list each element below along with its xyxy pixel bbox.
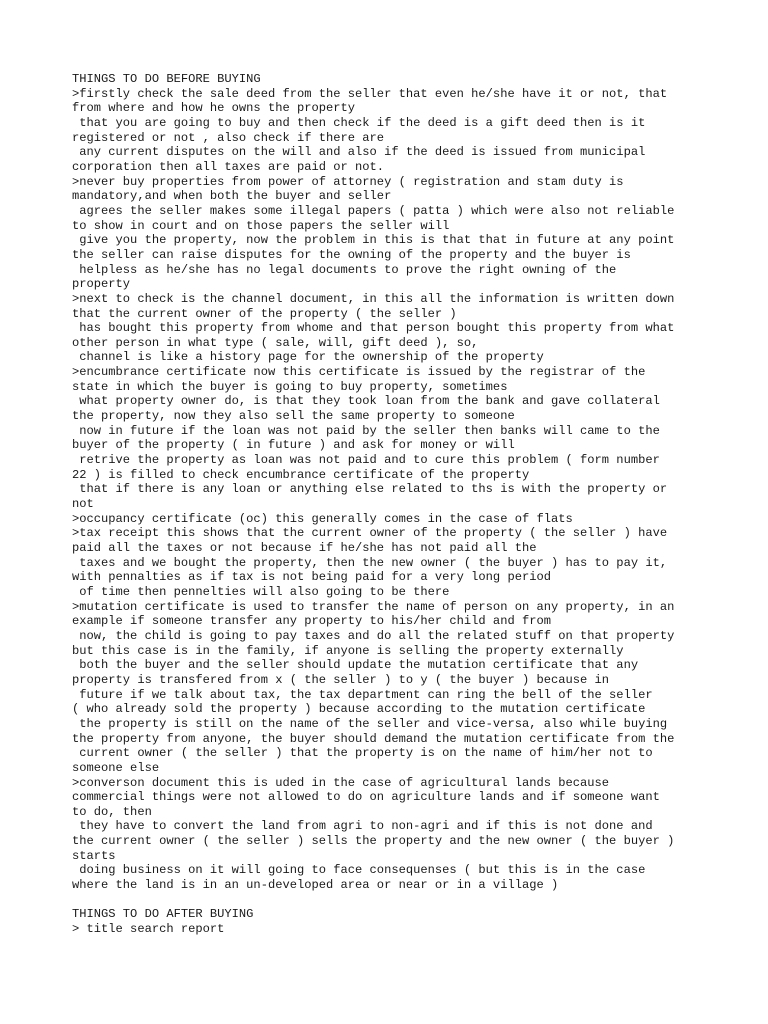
text-line: that you are going to buy and then check if the deed is a gift deed then is it <box>72 115 646 130</box>
text-line: what property owner do, is that they took loan from the bank and gave collateral <box>72 394 660 409</box>
text-line: helpless as he/she has no legal documents to prove the right owning of the <box>72 262 617 277</box>
text-line: example if someone transfer any property to his/her child and from <box>72 614 551 629</box>
text-line: >mutation certificate is used to transfer the name of person on any property, in an <box>72 599 675 614</box>
text-line: taxes and we bought the property, then the new owner ( the buyer ) has to pay it, <box>72 555 668 570</box>
text-line: >tax receipt this shows that the current owner of the property ( the seller ) have <box>72 526 668 541</box>
text-line: but this case is in the family, if anyone is selling the property externally <box>72 643 624 658</box>
text-line: from where and how he owns the property <box>72 101 356 116</box>
text-line: corporation then all taxes are paid or not. <box>72 159 385 174</box>
text-line: not <box>72 497 94 512</box>
text-line: mandatory,and when both the buyer and seller <box>72 189 392 204</box>
text-line: paid all the taxes or not because if he/she has not paid all the <box>72 541 537 555</box>
text-line: the current owner ( the seller ) sells the property and the new owner ( the buyer ) <box>72 834 675 849</box>
text-line: where the land is in an un-developed area or near or in a village ) <box>72 878 559 893</box>
text-line: >converson document this is uded in the case of agricultural lands because <box>72 775 610 790</box>
blank-line <box>72 893 712 908</box>
text-line: >occupancy certificate (oc) this generally comes in the case of flats <box>72 511 573 526</box>
text-line: property is transfered from x ( the seller ) to y ( the buyer ) because in <box>72 672 610 687</box>
text-line: the property from anyone, the buyer should demand the mutation certificate from the <box>72 731 675 746</box>
document-page <box>72 72 712 937</box>
text-line: now in future if the loan was not paid by the seller then banks will came to the <box>72 423 660 438</box>
text-line: future if we talk about tax, the tax department can ring the bell of the seller <box>72 687 653 702</box>
text-line: has bought this property from whome and that person bought this property from what <box>72 321 675 336</box>
text-line: starts <box>72 848 116 863</box>
text-line: 22 ) is filled to check encumbrance certificate of the property <box>72 467 530 482</box>
text-line: that if there is any loan or anything else related to ths is with the property or <box>72 482 668 497</box>
text-line: someone else <box>72 760 160 775</box>
text-line: the seller can raise disputes for the owning of the property and the buyer is <box>72 247 631 262</box>
text-line: >encumbrance certificate now this certificate is issued by the registrar of the <box>72 365 646 380</box>
text-line: channel is like a history page for the ownership of the property <box>72 350 544 365</box>
text-line: THINGS TO DO BEFORE BUYING <box>72 72 261 86</box>
text-line: > title search report <box>72 922 225 937</box>
text-line: state in which the buyer is going to buy property, sometimes <box>72 379 508 394</box>
text-line: >firstly check the sale deed from the seller that even he/she have it or not, that <box>72 86 668 101</box>
text-line: ( who already sold the property ) because according to the mutation certificate <box>72 702 646 717</box>
text-line: now, the child is going to pay taxes and do all the related stuff on that property <box>72 628 675 643</box>
text-line: to do, then <box>72 804 152 819</box>
text-line: they have to convert the land from agri to non-agri and if this is not done and <box>72 819 653 834</box>
text-line: the property is still on the name of the seller and vice-versa, also while buying <box>72 716 668 731</box>
text-line: property <box>72 277 131 292</box>
text-line: buyer of the property ( in future ) and ask for money or will <box>72 438 515 453</box>
text-line: of time then pennelties will also going to be there <box>72 584 450 599</box>
text-line: doing business on it will going to face consequenses ( but this is in the case <box>72 863 646 878</box>
text-line: agrees the seller makes some illegal papers ( patta ) which were also not reliable <box>72 203 675 218</box>
text-line: other person in what type ( sale, will, gift deed ), so, <box>72 335 479 350</box>
text-line: current owner ( the seller ) that the property is on the name of him/her not to <box>72 746 653 761</box>
section-heading-after-buying: THINGS TO DO AFTER BUYING <box>72 907 254 922</box>
text-line: give you the property, now the problem in this is that that in future at any point <box>72 233 675 248</box>
text-line: that the current owner of the property ( the seller ) <box>72 306 457 321</box>
text-line: both the buyer and the seller should update the mutation certificate that any <box>72 658 639 673</box>
text-line: the property, now they also sell the same property to someone <box>72 409 515 424</box>
text-line: >never buy properties from power of attorney ( registration and stam duty is <box>72 174 624 189</box>
text-line: to show in court and on those papers the seller will <box>72 218 450 233</box>
text-line: with pennalties as if tax is not being paid for a very long period <box>72 570 551 585</box>
text-line: registered or not , also check if there are <box>72 130 385 145</box>
text-line: any current disputes on the will and also if the deed is issued from municipal <box>72 145 646 160</box>
text-line: commercial things were not allowed to do on agriculture lands and if someone want <box>72 790 660 805</box>
text-line: >next to check is the channel document, in this all the information is written down <box>72 291 675 306</box>
text-line: retrive the property as loan was not paid and to cure this problem ( form number <box>72 453 660 468</box>
